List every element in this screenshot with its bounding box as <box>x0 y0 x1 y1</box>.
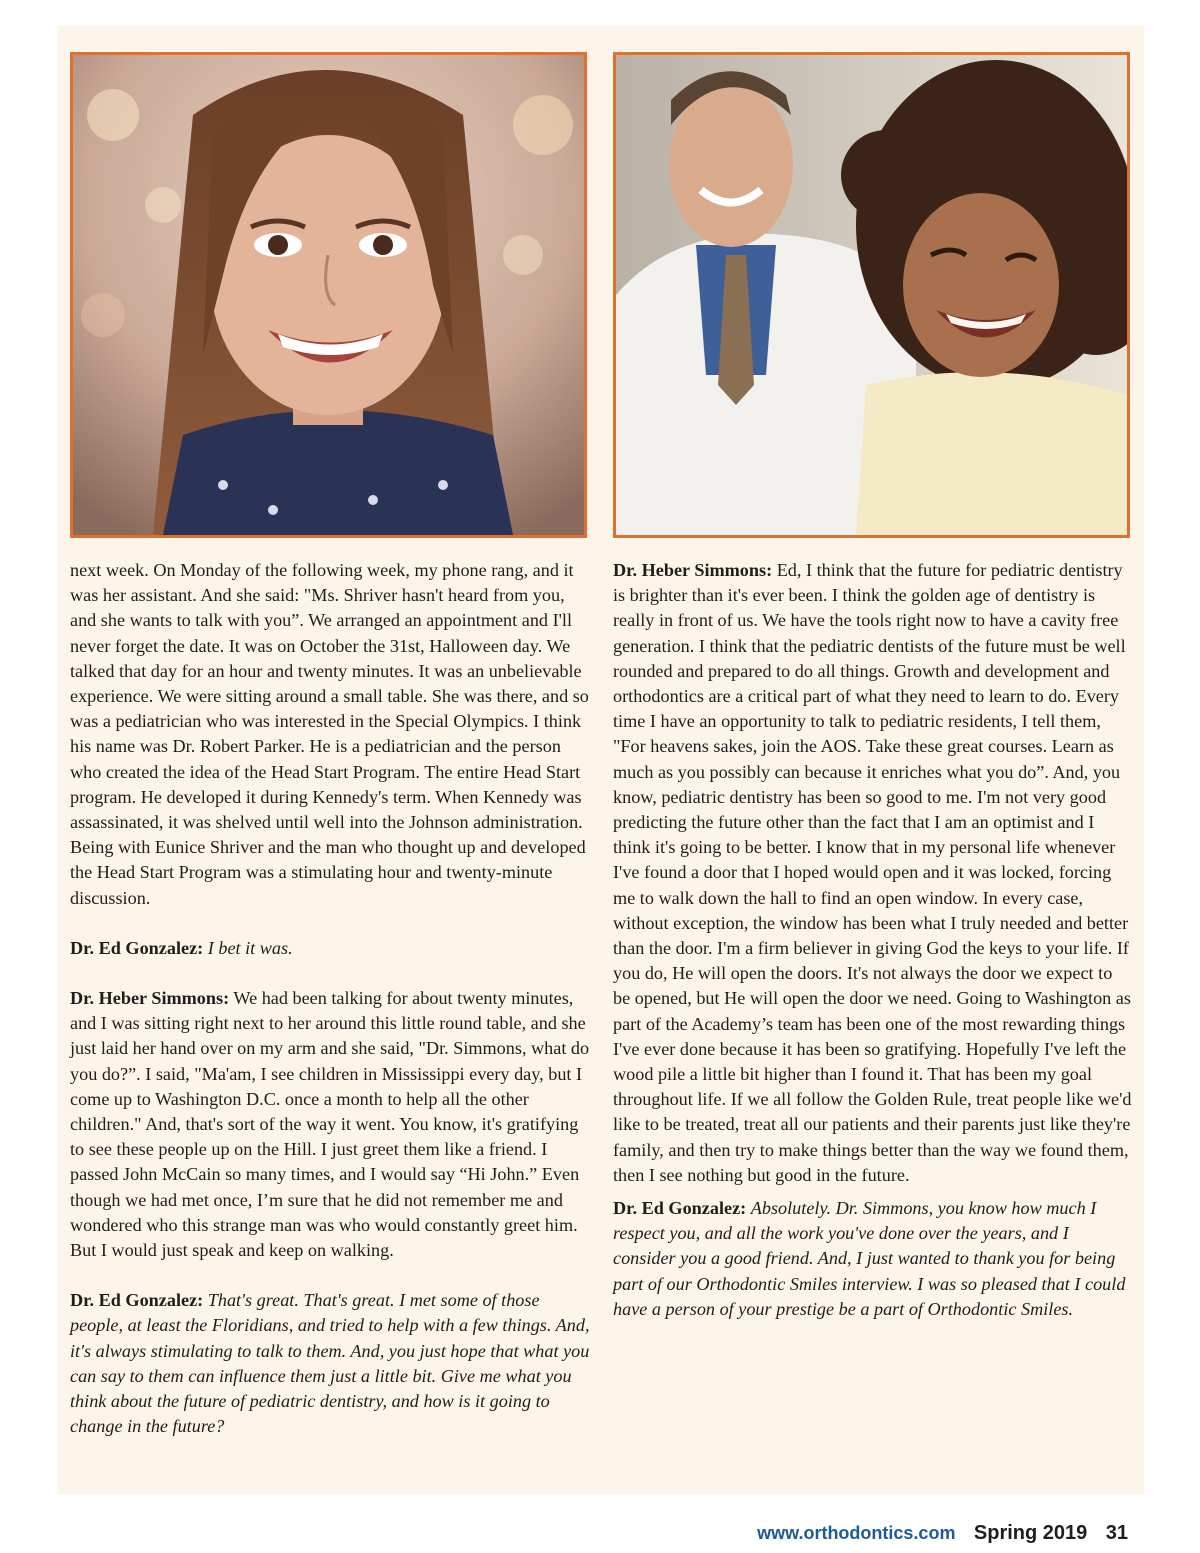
speaker-name: Dr. Ed Gonzalez: <box>70 1290 204 1311</box>
paragraph-text: Absolutely. Dr. Simmons, you know how much I respect you, and all the work you've done over the years, and I consider you a good friend. And, I just wanted to thank you for being part of our Orthodontic Smiles interview. I was so pleased that I could have a person of your prestige be a part of Orthodontic Smiles. <box>613 1198 1126 1319</box>
paragraph <box>70 1288 590 1439</box>
right-text-column <box>613 558 1133 1347</box>
page-footer <box>757 1522 1128 1545</box>
speaker-name: Dr. Heber Simmons: <box>613 560 773 580</box>
paragraph-text: next week. On Monday of the following week, my phone rang, and it was her assistant. And she said: "Ms. Shriver hasn't heard from you, and she wants to talk with you”. We arranged an appointment and I'll never forget the date. It was on October the 31st, Halloween day. We talked that day for an hour and twenty minutes. It was an unbelievable experience. We were sitting around a small table. She was there, and so was a pediatrician who was interested in the Special Olympics. I think his name was Dr. Robert Parker. He is a pediatrician and the person who created the idea of the Head Start Program. The entire Head Start program. He developed it during Kennedy's term. When Kennedy was assassinated, it was shelved until well into the Johnson administration. Being with Eunice Shriver and the man who thought up and developed the Head Start Program was a stimulating hour and twenty-minute discussion. <box>70 560 589 908</box>
speaker-name: Dr. Heber Simmons: <box>70 988 230 1009</box>
issue-label: Spring 2019 <box>973 1522 1088 1544</box>
paragraph <box>613 558 1133 1188</box>
speaker-name: Dr. Ed Gonzalez: <box>613 1198 747 1219</box>
paragraph <box>70 558 590 911</box>
page-number: 31 <box>1105 1522 1128 1544</box>
left-text-column <box>70 558 590 1465</box>
speaker-name: Dr. Ed Gonzalez: <box>70 937 204 958</box>
smiling-girl-illustration <box>73 55 584 535</box>
website-link[interactable]: www.orthodontics.com <box>757 1523 956 1543</box>
paragraph <box>613 1196 1133 1322</box>
paragraph-text: That's great. That's great. I met some of those people, at least the Floridians, and tried to help with a few things. And, it's always stimulating to talk to them. And, you just hope that what you can say to them can influence them just a little bit. Give me what you think about the future of pediatric dentistry, and how is it going to change in the future? <box>70 1290 590 1437</box>
paragraph-text: Ed, I think that the future for pediatric dentistry is brighter than it's ever been. I think the golden age of dentistry is really in front of us. We have the tools right now to have a cavity free generation. I think that the pediatric dentists of the future must be well rounded and prepared to do all things. Growth and development and orthodontics are a critical part of what they need to learn to do. Every time I have an opportunity to talk to pediatric residents, I tell them, "For heavens sakes, join the AOS. Take these great courses. Learn as much as you possibly can because it enriches what you do”. And, you know, pediatric dentistry has been so good to me. I'm not very good predicting the future other than the fact that I am an optimist and I think it's going to be better. I know that in my personal life whenever I've found a door that I hoped would open and it was locked, forcing me to walk down the hall to find an open window. In every case, without exception, the window has been what I truly needed and better than the door. I'm a firm believer in giving God the keys to your life. If you do, He will open the doors. It's not always the door we expect to be opened, but He will open the door we need. Going to Washington as part of the Academy’s team has been one of the most rewarding things I've ever done because it has been so gratifying. Hopefully I've left the wood pile a little bit higher than I found it. That has been my goal throughout life. If we all follow the Golden Rule, treat people like we'd like to be treated, treat all our patients and their parents just like they're family, and then try to make things better than the way we found them, then I see nothing but good in the future. <box>613 560 1132 1185</box>
dentist-and-child-photo <box>613 52 1130 538</box>
paragraph <box>70 986 590 1263</box>
paragraph <box>70 936 590 961</box>
paragraph-text: I bet it was. <box>207 937 293 958</box>
paragraph-text: We had been talking for about twenty minutes, and I was sitting right next to her around this little round table, and she just laid her hand over on my arm and she said, "Dr. Simmons, what do you do?”. I said, "Ma'am, I see children in Mississippi every day, but I come up to Washington D.C. once a month to help all the other children." And, that's sort of the way it went. You know, it's gratifying to see these people up on the Hill. I just greet them like a friend. I passed John McCain so many times, and I would say “Hi John.” Even though we had met once, I’m sure that he did not remember me and wondered who this strange man was who would constantly greet him. But I would just speak and keep on walking. <box>70 988 590 1261</box>
dentist-and-child-illustration <box>616 55 1127 535</box>
smiling-girl-photo <box>70 52 587 538</box>
